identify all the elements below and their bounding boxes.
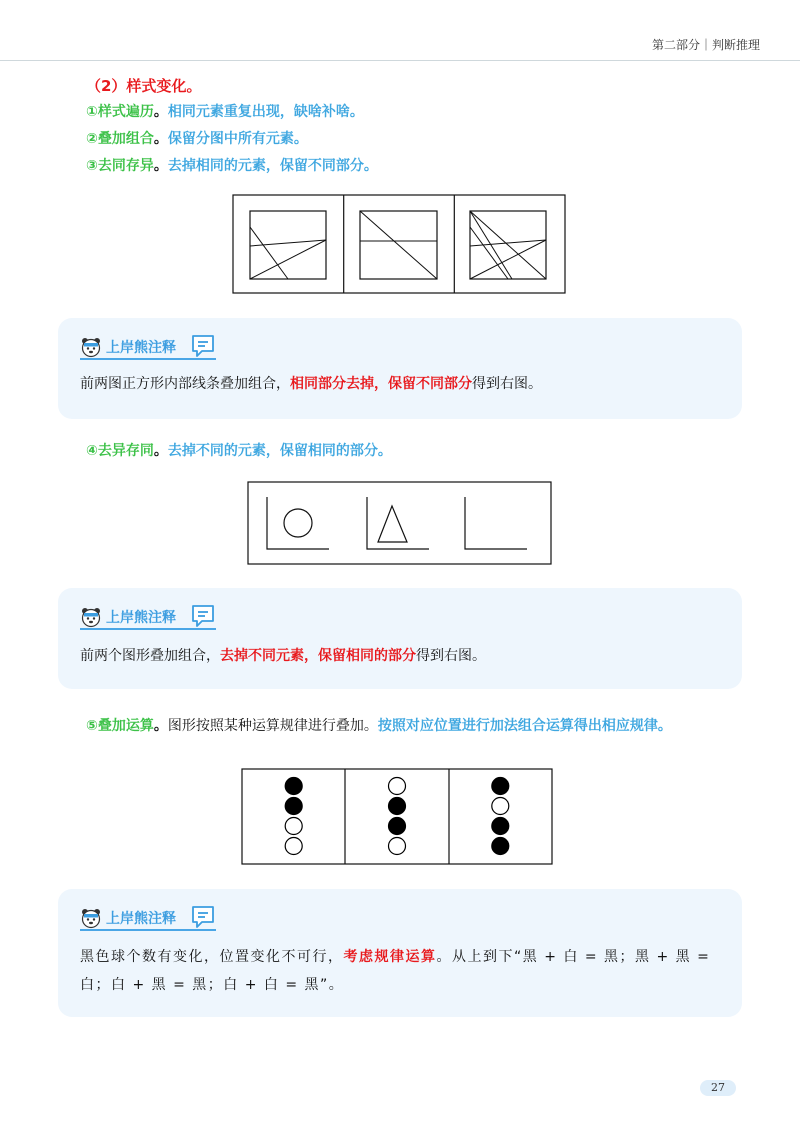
bear-mascot-icon <box>80 907 102 929</box>
white-ball <box>389 838 406 855</box>
note-header-underline <box>80 628 216 630</box>
header-divider <box>0 60 800 61</box>
item-head: ②叠加组合 <box>86 131 154 147</box>
panel-1 <box>250 211 326 279</box>
black-ball <box>389 798 406 815</box>
item-sep: 。 <box>153 718 168 734</box>
note-text-plain: 黑色球个数有变化，位置变化不可行， <box>80 949 344 965</box>
item-sep: 。 <box>153 104 168 120</box>
note-text-plain: 得到右图。 <box>416 648 486 664</box>
white-ball <box>285 818 302 835</box>
figure-balls <box>241 768 553 865</box>
note-label: 上岸熊注释 <box>106 610 176 626</box>
note-header <box>80 334 240 360</box>
note-text-highlight: 相同部分去掉，保留不同部分 <box>290 376 472 392</box>
black-ball <box>285 778 302 795</box>
black-ball <box>492 778 509 795</box>
note-header <box>80 905 240 931</box>
item-head: ④去异存同 <box>86 443 154 459</box>
item-remove-diff <box>86 440 392 460</box>
item-sep: 。 <box>153 131 168 147</box>
item-head: ③去同存异 <box>86 158 154 174</box>
item-remove-same <box>86 155 378 175</box>
page-number: 27 <box>700 1080 736 1096</box>
note-label: 上岸熊注释 <box>106 340 176 356</box>
figure-line-squares <box>232 194 566 294</box>
figure-shapes <box>247 481 552 565</box>
section-title: （2）样式变化。 <box>86 77 202 95</box>
item-sep: 。 <box>153 443 168 459</box>
note-header <box>80 604 240 630</box>
figure-frame <box>233 195 565 293</box>
black-ball <box>492 838 509 855</box>
panel-corner <box>465 497 527 549</box>
item-overlay-operation <box>86 715 672 735</box>
item-desc: 按照对应位置进行加法组合运算得出相应规律。 <box>377 718 672 734</box>
note-header-underline <box>80 358 216 360</box>
note-text-line-2: 白；白 + 黑 = 黑；白 + 白 = 黑”。 <box>80 977 345 993</box>
circle-shape <box>284 509 312 537</box>
running-header: 第二部分｜判断推理 <box>651 38 760 52</box>
bear-mascot-icon <box>80 336 102 358</box>
panel-3 <box>470 211 546 279</box>
white-ball <box>389 778 406 795</box>
note-label: 上岸熊注释 <box>106 911 176 927</box>
note-box-1 <box>58 318 742 419</box>
note-box-2 <box>58 588 742 689</box>
panel-triangle <box>367 497 429 549</box>
note-text-line-1 <box>80 943 710 971</box>
comment-bubble-icon <box>190 334 216 358</box>
item-head: ⑤叠加运算 <box>86 718 154 734</box>
note-text-highlight: 考虑规律运算 <box>343 949 437 965</box>
item-desc: 去掉不同的元素，保留相同的部分。 <box>167 443 392 459</box>
triangle-shape <box>378 506 407 542</box>
panel-circle <box>267 497 329 549</box>
white-ball <box>492 798 509 815</box>
note-text-plain: 前两图正方形内部线条叠加组合， <box>80 376 290 392</box>
item-sep: 。 <box>153 158 168 174</box>
panel-2 <box>360 211 437 279</box>
note-text <box>80 943 710 999</box>
item-desc: 相同元素重复出现，缺啥补啥。 <box>167 104 364 120</box>
item-plain: 图形按照某种运算规律进行叠加。 <box>167 718 378 734</box>
note-text <box>80 642 486 670</box>
note-text-plain: 得到右图。 <box>472 376 542 392</box>
note-text-plain: 。从上到下“黑 + 白 = 黑；黑 + 黑 = <box>436 949 711 965</box>
white-ball <box>285 838 302 855</box>
item-overlay-combine <box>86 128 308 148</box>
bear-mascot-icon <box>80 606 102 628</box>
comment-bubble-icon <box>190 905 216 929</box>
black-ball <box>492 818 509 835</box>
item-head: ①样式遍历 <box>86 104 154 120</box>
item-desc: 去掉相同的元素，保留不同部分。 <box>167 158 378 174</box>
black-ball <box>389 818 406 835</box>
item-style-traverse <box>86 101 364 121</box>
note-box-3 <box>58 889 742 1017</box>
item-desc: 保留分图中所有元素。 <box>167 131 308 147</box>
note-text <box>80 370 542 398</box>
note-text-plain: 前两个图形叠加组合， <box>80 648 220 664</box>
comment-bubble-icon <box>190 604 216 628</box>
note-header-underline <box>80 929 216 931</box>
black-ball <box>285 798 302 815</box>
note-text-highlight: 去掉不同元素，保留相同的部分 <box>220 648 416 664</box>
